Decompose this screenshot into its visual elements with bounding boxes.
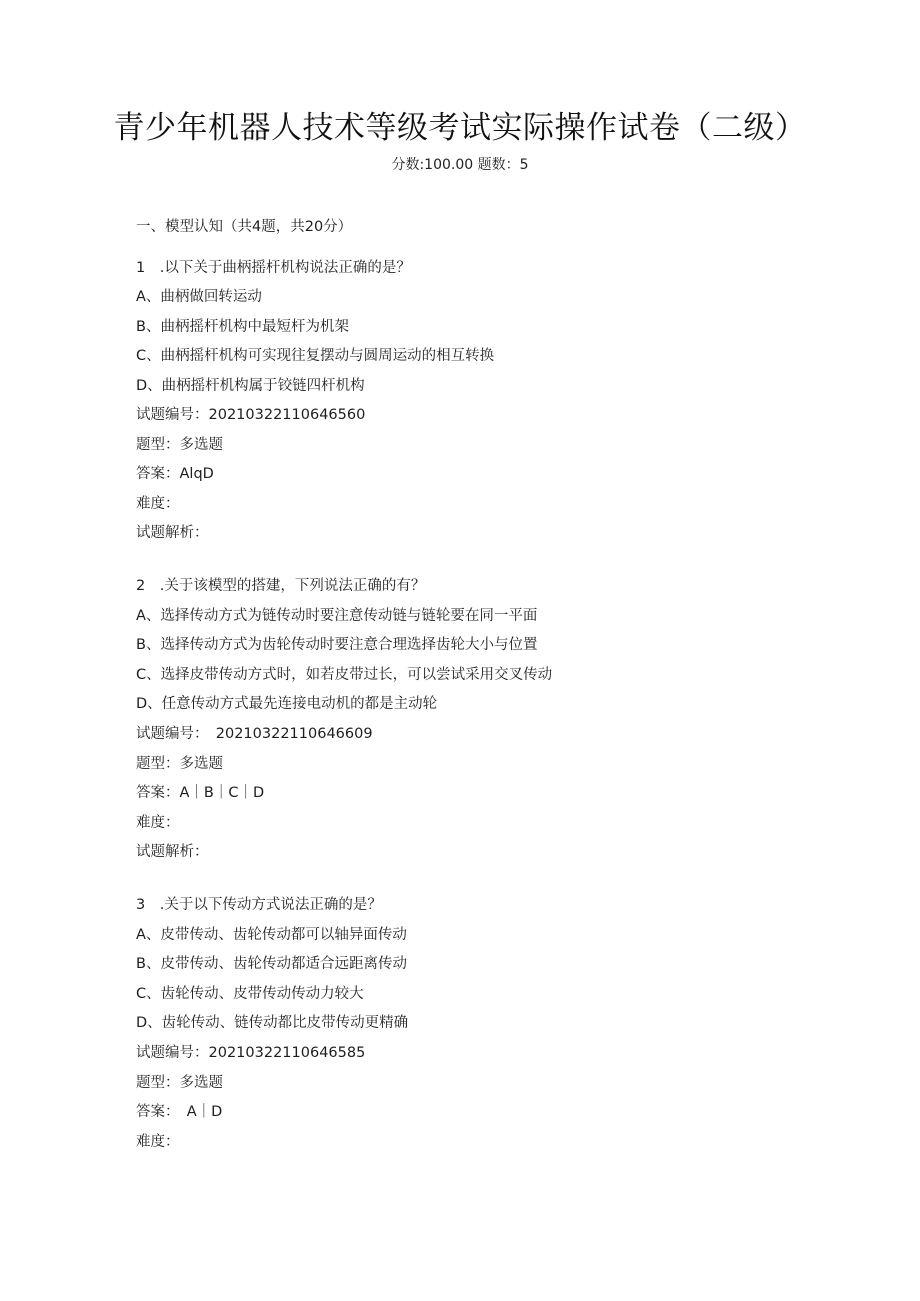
option-b: B、皮带传动、齿轮传动都适合远距离传动 [136,956,407,972]
option-d: D、曲柄摇杆机构属于铰链四杆机构 [136,378,365,394]
question-stem: 2 .关于该模型的搭建，下列说法正确的有？ [136,578,426,594]
option-b: B、选择传动方式为齿轮传动时要注意合理选择齿轮大小与位置 [136,637,538,653]
question-answer: 答案：A｜B｜C｜D [136,785,265,801]
option-c: C、齿轮传动、皮带传动传动力较大 [136,986,364,1002]
option-d: D、任意传动方式最先连接电动机的都是主动轮 [136,696,438,712]
option-c: C、选择皮带传动方式时，如若皮带过长，可以尝试采用交叉传动 [136,667,553,683]
score-summary: 分数:100.00 题数：5 [391,157,529,173]
question-id: 试题编号：20210322110646560 [136,407,366,423]
question-analysis: 试题解析： [136,844,209,860]
question-type: 题型：多选题 [136,756,223,772]
question-id: 试题编号： 20210322110646609 [136,726,373,742]
question-id: 试题编号：20210322110646585 [136,1045,366,1061]
question-difficulty: 难度： [136,496,180,512]
option-d: D、齿轮传动、链传动都比皮带传动更精确 [136,1015,409,1031]
question-stem: 3 .关于以下传动方式说法正确的是？ [136,897,382,913]
question-type: 题型：多选题 [136,437,223,453]
question-difficulty: 难度： [136,815,180,831]
question-answer: 答案：AlqD [136,466,214,482]
option-a: A、曲柄做回转运动 [136,289,262,305]
section-heading: 一、模型认知（共4题，共20分） [136,219,353,235]
document-title: 青少年机器人技术等级考试实际操作试卷（二级） [113,110,807,146]
question-stem: 1 .以下关于曲柄摇杆机构说法正确的是？ [136,260,411,276]
question-answer: 答案： A｜D [136,1104,223,1120]
question-difficulty: 难度： [136,1134,180,1150]
question-type: 题型：多选题 [136,1075,223,1091]
option-b: B、曲柄摇杆机构中最短杆为机架 [136,319,349,335]
option-a: A、选择传动方式为链传动时要注意传动链与链轮要在同一平面 [136,608,538,624]
question-analysis: 试题解析： [136,525,209,541]
option-a: A、皮带传动、齿轮传动都可以轴异面传动 [136,927,407,943]
option-c: C、曲柄摇杆机构可实现往复摆动与圆周运动的相互转换 [136,348,495,364]
